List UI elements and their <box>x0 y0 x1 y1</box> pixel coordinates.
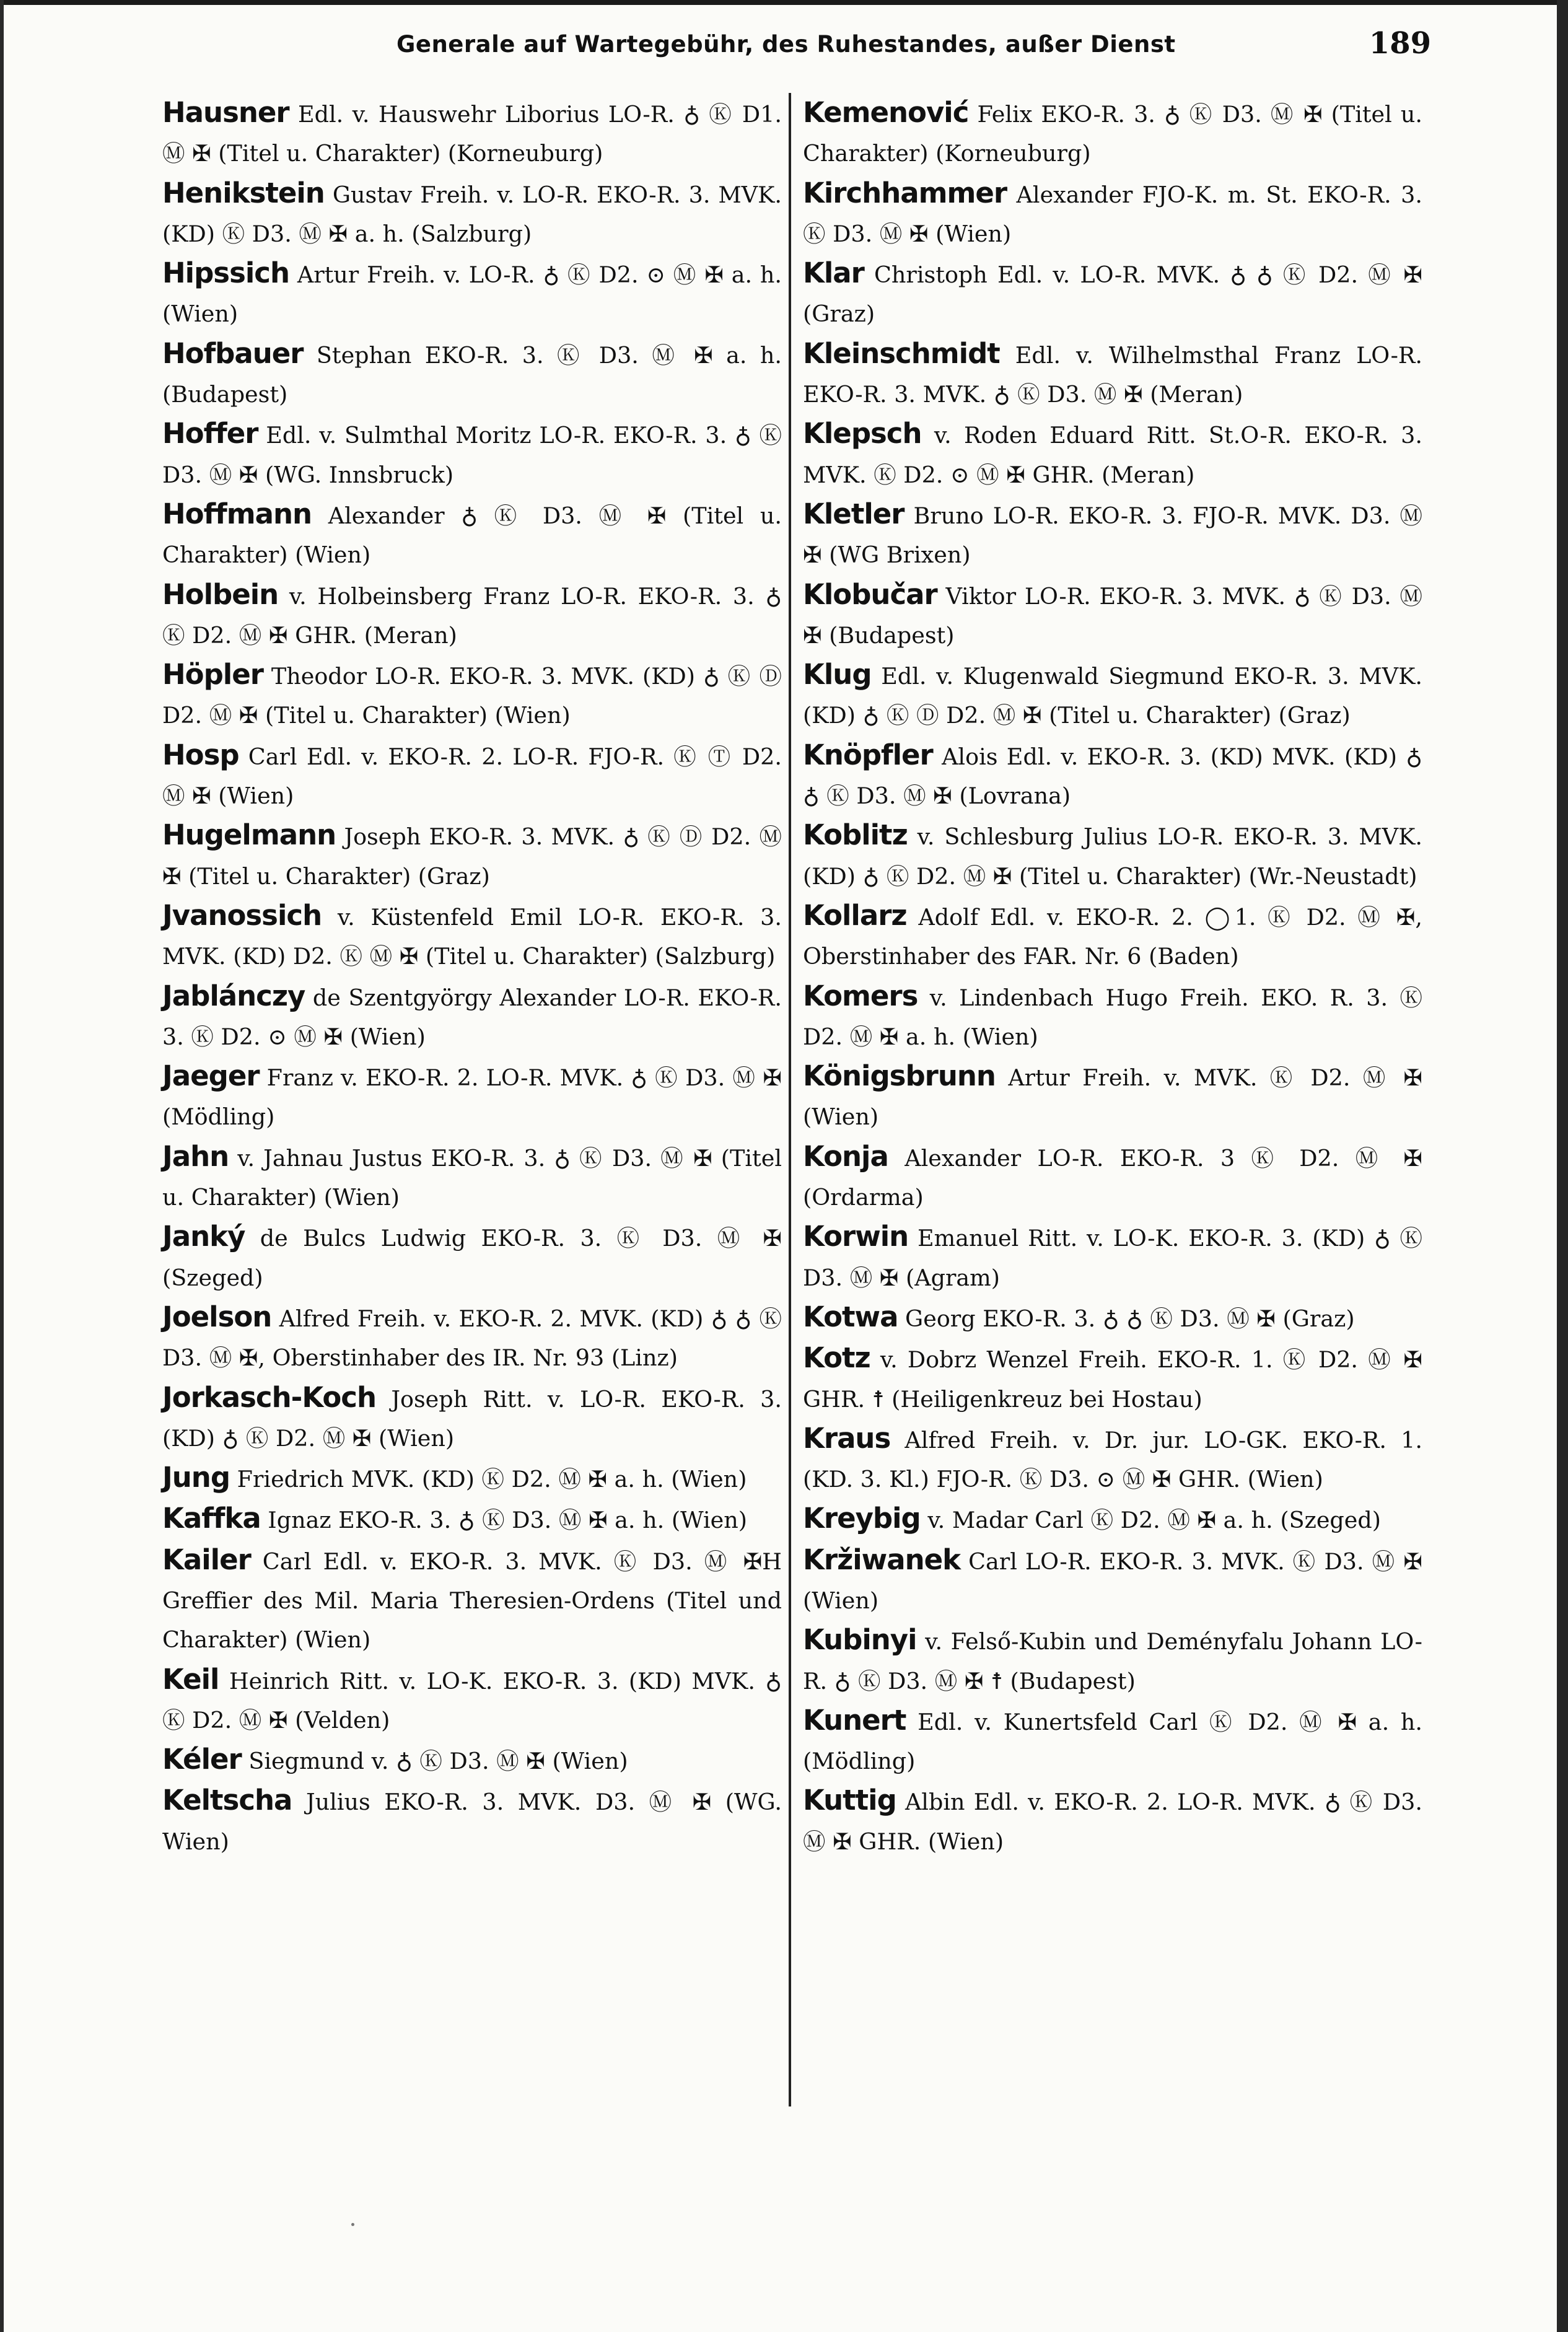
entry-surname: Klobučar <box>803 577 937 611</box>
directory-entry <box>162 1740 782 1781</box>
directory-entry <box>803 655 1422 735</box>
directory-entry <box>803 896 1422 976</box>
entry-surname: Knöpfler <box>803 738 933 771</box>
entry-details: v. Dobrz Wenzel Freih. EKO-R. 1. Ⓚ D2. Ⓜ ✠ GHR. ☨ (Heiligenkreuz bei Hostau) <box>803 1346 1422 1413</box>
entry-details: Friedrich MVK. (KD) Ⓚ D2. Ⓜ ✠ a. h. (Wien) <box>230 1466 747 1493</box>
entry-details: Joseph EKO-R. 3. MVK. ♁ Ⓚ Ⓓ D2. Ⓜ ✠ (Titel u. Charakter) (Graz) <box>162 823 782 890</box>
entry-surname: Höpler <box>162 658 263 691</box>
entry-surname: Kraus <box>803 1421 891 1455</box>
entry-surname: Jorkasch-Koch <box>162 1380 377 1414</box>
entry-surname: Hugelmann <box>162 818 336 852</box>
directory-entry <box>803 1338 1422 1419</box>
directory-entry <box>162 1056 782 1137</box>
directory-entry <box>803 1540 1422 1621</box>
entry-details: Alois Edl. v. EKO-R. 3. (KD) MVK. (KD) ♁ ♁ Ⓚ D3. Ⓜ ✠ (Lovrana) <box>803 743 1422 810</box>
entry-details: Heinrich Ritt. v. LO-K. EKO-R. 3. (KD) MVK. ♁ Ⓚ D2. Ⓜ ✠ (Velden) <box>162 1667 782 1734</box>
entry-surname: Kunert <box>803 1703 906 1737</box>
directory-entry <box>162 1458 782 1499</box>
directory-entry <box>803 1499 1422 1540</box>
entry-surname: Hofbauer <box>162 336 304 370</box>
entry-details: Bruno LO-R. EKO-R. 3. FJO-R. MVK. D3. Ⓜ ✠ (WG Brixen) <box>803 502 1422 569</box>
entry-details: Julius EKO-R. 3. MVK. D3. Ⓜ ✠ (WG. Wien) <box>162 1789 782 1855</box>
directory-entry <box>803 334 1422 414</box>
entry-surname: Kollarz <box>803 898 907 932</box>
entry-surname: Keil <box>162 1662 219 1696</box>
entry-surname: Kubinyi <box>803 1623 917 1657</box>
directory-entry <box>162 414 782 494</box>
directory-entry <box>162 1540 782 1660</box>
entry-surname: Klug <box>803 658 872 691</box>
scan-edge-right <box>1557 0 1568 2332</box>
directory-entry <box>162 896 782 976</box>
entry-details: Felix EKO-R. 3. ♁ Ⓚ D3. Ⓜ ✠ (Titel u. Charakter) (Korneuburg) <box>803 101 1422 167</box>
entry-surname: Koblitz <box>803 818 908 852</box>
entry-details: Artur Freih. v. LO-R. ♁ Ⓚ D2. ⊙ Ⓜ ✠ a. h. (Wien) <box>162 261 782 328</box>
directory-entry <box>162 253 782 334</box>
directory-entry <box>162 1297 782 1378</box>
entry-details: de Bulcs Ludwig EKO-R. 3. Ⓚ D3. Ⓜ ✠ (Szeged) <box>162 1225 782 1291</box>
scan-edge-left <box>0 0 4 2332</box>
entry-details: Viktor LO-R. EKO-R. 3. MVK. ♁ Ⓚ D3. Ⓜ ✠ (Budapest) <box>803 582 1422 649</box>
directory-entry <box>803 253 1422 334</box>
entry-details: Artur Freih. v. MVK. Ⓚ D2. Ⓜ ✠ (Wien) <box>803 1064 1422 1131</box>
directory-entry <box>803 93 1422 173</box>
entry-details: de Szentgyörgy Alexander LO-R. EKO-R. 3. Ⓚ D2. ⊙ Ⓜ ✠ (Wien) <box>162 984 782 1050</box>
entry-details: Carl Edl. v. EKO-R. 3. MVK. Ⓚ D3. Ⓜ ✠H Greffier des Mil. Maria Theresien-Ordens (Titel und Charakter) (Wien) <box>162 1548 782 1654</box>
entry-details: Edl. v. Kunertsfeld Carl Ⓚ D2. Ⓜ ✠ a. h. (Mödling) <box>803 1708 1422 1775</box>
page-number: 189 <box>1369 26 1431 61</box>
entry-surname: Kirchhammer <box>803 176 1007 209</box>
entry-surname: Korwin <box>803 1220 909 1253</box>
entry-details: Edl. v. Wilhelmsthal Franz LO-R. EKO-R. 3. MVK. ♁ Ⓚ D3. Ⓜ ✠ (Meran) <box>803 341 1422 408</box>
entry-surname: Jahn <box>162 1139 229 1173</box>
directory-entry <box>803 1701 1422 1781</box>
entry-surname: Konja <box>803 1139 888 1173</box>
running-title: Generale auf Wartegebühr, des Ruhestandes, außer Dienst <box>396 31 1176 58</box>
column-divider <box>789 93 791 2106</box>
entry-surname: Holbein <box>162 577 279 611</box>
directory-entry <box>162 1660 782 1740</box>
directory-entry <box>162 815 782 896</box>
entry-details: v. Jahnau Justus EKO-R. 3. ♁ Ⓚ D3. Ⓜ ✠ (Titel u. Charakter) (Wien) <box>162 1144 782 1211</box>
entry-details: Ignaz EKO-R. 3. ♁ Ⓚ D3. Ⓜ ✠ a. h. (Wien) <box>260 1507 747 1534</box>
scan-smudge <box>351 2223 354 2226</box>
directory-entry <box>803 494 1422 575</box>
entry-surname: Kletler <box>803 497 904 530</box>
entry-surname: Hoffer <box>162 417 258 450</box>
entry-details: v. Roden Eduard Ritt. St.O-R. EKO-R. 3. MVK. Ⓚ D2. ⊙ Ⓜ ✠ GHR. (Meran) <box>803 422 1422 488</box>
entry-surname: Jvanossich <box>162 898 322 932</box>
entry-details: v. Holbeinsberg Franz LO-R. EKO-R. 3. ♁ Ⓚ D2. Ⓜ ✠ GHR. (Meran) <box>162 582 782 649</box>
entry-details: Edl. v. Klugenwald Siegmund EKO-R. 3. MVK. (KD) ♁ Ⓚ Ⓓ D2. Ⓜ ✠ (Titel u. Charakter) (Graz) <box>803 663 1422 729</box>
directory-entry <box>162 1378 782 1458</box>
entry-surname: Keltscha <box>162 1784 292 1817</box>
entry-details: Alfred Freih. v. Dr. jur. LO-GK. EKO-R. 1. (KD. 3. Kl.) FJO-R. Ⓚ D3. ⊙ Ⓜ ✠ GHR. (Wien) <box>803 1426 1422 1493</box>
directory-entry <box>803 414 1422 494</box>
directory-entry <box>162 1217 782 1297</box>
directory-entry <box>803 173 1422 254</box>
entry-surname: Henikstein <box>162 176 325 209</box>
directory-entry <box>803 575 1422 655</box>
directory-entry <box>162 334 782 414</box>
directory-entry <box>803 1297 1422 1338</box>
entry-details: Alexander ♁ Ⓚ D3. Ⓜ ✠ (Titel u. Charakter) (Wien) <box>162 502 782 569</box>
entry-details: Siegmund v. ♁ Ⓚ D3. Ⓜ ✠ (Wien) <box>241 1748 628 1775</box>
entry-surname: Kotz <box>803 1341 870 1375</box>
entry-surname: Kailer <box>162 1543 251 1576</box>
directory-entry <box>162 575 782 655</box>
directory-entry <box>162 976 782 1057</box>
directory-entry <box>162 1781 782 1861</box>
entry-surname: Hoffmann <box>162 497 312 530</box>
directory-entry <box>803 1137 1422 1217</box>
entry-details: Carl LO-R. EKO-R. 3. MVK. Ⓚ D3. Ⓜ ✠ (Wien) <box>803 1548 1422 1614</box>
entry-details: Alexander FJO-K. m. St. EKO-R. 3. Ⓚ D3. Ⓜ ✠ (Wien) <box>803 181 1422 247</box>
entry-surname: Kemenović <box>803 96 969 129</box>
entry-surname: Klepsch <box>803 417 922 450</box>
entry-surname: Kleinschmidt <box>803 336 1000 370</box>
directory-entry <box>162 173 782 254</box>
entry-surname: Kéler <box>162 1743 242 1776</box>
directory-entry <box>803 1781 1422 1861</box>
entry-surname: Hipssich <box>162 256 290 290</box>
entry-details: Edl. v. Hauswehr Liborius LO-R. ♁ Ⓚ D1. Ⓜ ✠ (Titel u. Charakter) (Korneuburg) <box>162 101 782 167</box>
entry-details: Carl Edl. v. EKO-R. 2. LO-R. FJO-R. Ⓚ Ⓣ D2. Ⓜ ✠ (Wien) <box>162 743 782 810</box>
left-column <box>162 93 782 1861</box>
entry-details: Albin Edl. v. EKO-R. 2. LO-R. MVK. ♁ Ⓚ D3. Ⓜ ✠ GHR. (Wien) <box>803 1789 1422 1855</box>
directory-entry <box>803 1056 1422 1137</box>
entry-surname: Komers <box>803 979 918 1012</box>
directory-entry <box>162 494 782 575</box>
entry-details: v. Madar Carl Ⓚ D2. Ⓜ ✠ a. h. (Szeged) <box>920 1507 1381 1534</box>
scan-edge-top <box>0 0 1568 5</box>
directory-entry <box>803 976 1422 1057</box>
directory-entry <box>162 1499 782 1540</box>
entry-details: Edl. v. Sulmthal Moritz LO-R. EKO-R. 3. ♁ Ⓚ D3. Ⓜ ✠ (WG. Innsbruck) <box>162 422 782 488</box>
entry-surname: Kuttig <box>803 1784 896 1817</box>
entry-details: v. Schlesburg Julius LO-R. EKO-R. 3. MVK. (KD) ♁ Ⓚ D2. Ⓜ ✠ (Titel u. Charakter) (Wr.-Neustadt) <box>803 823 1422 890</box>
entry-details: Franz v. EKO-R. 2. LO-R. MVK. ♁ Ⓚ D3. Ⓜ ✠ (Mödling) <box>162 1064 782 1131</box>
entry-surname: Königsbrunn <box>803 1059 996 1093</box>
directory-entry <box>162 1137 782 1217</box>
directory-entry <box>803 735 1422 816</box>
entry-surname: Kaffka <box>162 1502 261 1535</box>
directory-entry <box>803 1419 1422 1499</box>
entry-surname: Kotwa <box>803 1300 898 1333</box>
right-column <box>803 93 1422 1861</box>
entry-details: Alfred Freih. v. EKO-R. 2. MVK. (KD) ♁ ♁ Ⓚ D3. Ⓜ ✠, Oberstinhaber des IR. Nr. 93 (Linz) <box>162 1305 782 1372</box>
entry-surname: Hausner <box>162 96 289 129</box>
entry-details: Adolf Edl. v. EKO-R. 2. ◯1. Ⓚ D2. Ⓜ ✠, Oberstinhaber des FAR. Nr. 6 (Baden) <box>803 903 1422 970</box>
entry-surname: Hosp <box>162 738 239 771</box>
entry-details: Gustav Freih. v. LO-R. EKO-R. 3. MVK. (KD) Ⓚ D3. Ⓜ ✠ a. h. (Salzburg) <box>162 181 782 247</box>
entry-surname: Klar <box>803 256 864 290</box>
entry-details: Stephan EKO-R. 3. Ⓚ D3. Ⓜ ✠ a. h. (Budapest) <box>162 341 782 408</box>
directory-entry <box>162 655 782 735</box>
entry-surname: Jaeger <box>162 1059 260 1093</box>
entry-surname: Kržiwanek <box>803 1543 961 1576</box>
directory-entry <box>162 735 782 816</box>
entry-details: v. Küstenfeld Emil LO-R. EKO-R. 3. MVK. (KD) D2. Ⓚ Ⓜ ✠ (Titel u. Charakter) (Salzburg) <box>162 903 782 970</box>
entry-surname: Jung <box>162 1461 230 1494</box>
entry-details: Joseph Ritt. v. LO-R. EKO-R. 3. (KD) ♁ Ⓚ D2. Ⓜ ✠ (Wien) <box>162 1385 782 1452</box>
directory-entry <box>803 1217 1422 1297</box>
entry-details: Alexander LO-R. EKO-R. 3 Ⓚ D2. Ⓜ ✠ (Ordarma) <box>803 1144 1422 1211</box>
entry-surname: Jablánczy <box>162 979 305 1012</box>
entry-details: v. Felső-Kubin und Deményfalu Johann LO-R. ♁ Ⓚ D3. Ⓜ ✠ ☨ (Budapest) <box>803 1628 1422 1694</box>
entry-surname: Kreybig <box>803 1502 921 1535</box>
directory-entry <box>803 815 1422 896</box>
entry-details: Emanuel Ritt. v. LO-K. EKO-R. 3. (KD) ♁ Ⓚ D3. Ⓜ ✠ (Agram) <box>803 1225 1422 1291</box>
entry-surname: Janký <box>162 1220 245 1253</box>
directory-entry <box>803 1620 1422 1701</box>
entry-details: Theodor LO-R. EKO-R. 3. MVK. (KD) ♁ Ⓚ Ⓓ D2. Ⓜ ✠ (Titel u. Charakter) (Wien) <box>162 663 782 729</box>
entry-details: Georg EKO-R. 3. ♁ ♁ Ⓚ D3. Ⓜ ✠ (Graz) <box>898 1305 1355 1332</box>
entry-details: v. Lindenbach Hugo Freih. EKO. R. 3. Ⓚ D2. Ⓜ ✠ a. h. (Wien) <box>803 984 1422 1050</box>
directory-entry <box>162 93 782 173</box>
entry-details: Christoph Edl. v. LO-R. MVK. ♁ ♁ Ⓚ D2. Ⓜ ✠ (Graz) <box>803 261 1422 328</box>
entry-surname: Joelson <box>162 1300 272 1333</box>
page-header <box>161 26 1431 69</box>
